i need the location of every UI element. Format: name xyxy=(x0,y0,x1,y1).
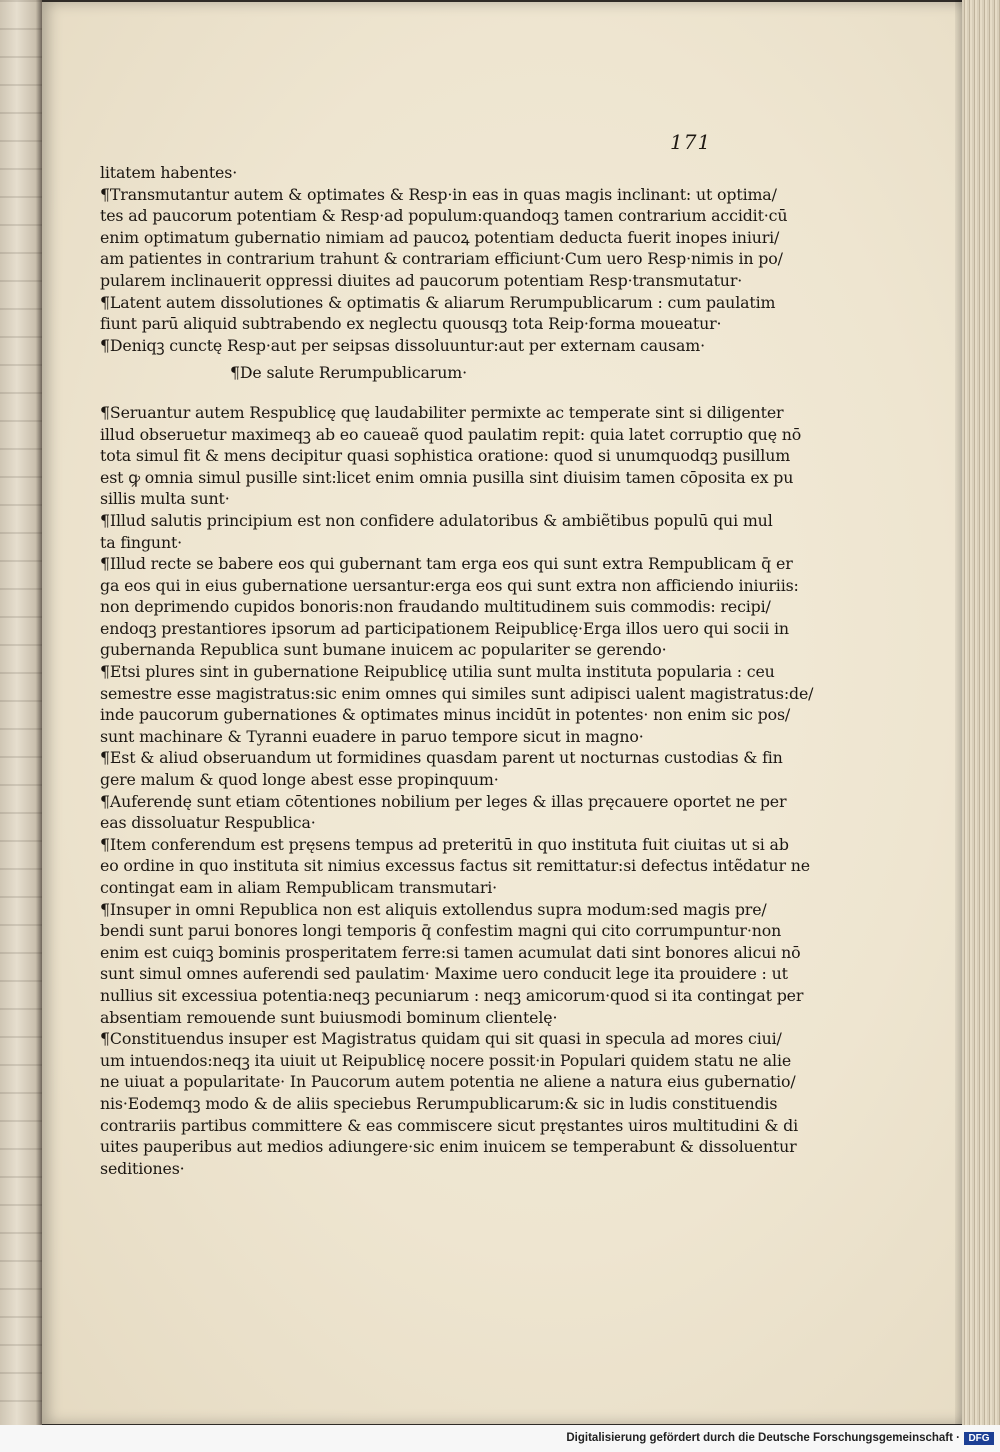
text-line: gubernanda Republica sunt bumane inuicem ac populariter se gerendo· xyxy=(100,640,667,660)
dfg-logo: DFG xyxy=(964,1432,994,1445)
text-line: eo ordine in quo instituta sit nimius excessus factus sit remittatur:si defectus intẽdatur ne xyxy=(100,856,811,876)
text-line: tes ad paucorum potentiam & Resp·ad populum:quandoqꝫ tamen contrarium accidit·cū xyxy=(100,206,788,226)
text-line: seditiones· xyxy=(100,1158,185,1178)
text-line: ga eos qui in eius gubernatione uersantur:erga eos qui sunt extra non afficiendo iniuriis: xyxy=(100,575,799,595)
text-line: inde paucorum gubernationes & optimates minus incidūt in potentes· non enim sic pos/ xyxy=(100,705,791,725)
text-line: fiunt parū aliquid subtrabendo ex neglectu quousqꝫ tota Reip·forma moueatur· xyxy=(100,314,722,334)
text-line: endoqꝫ prestantiores ipsorum ad participationem Reipublicę·Erga illos uero qui socii in xyxy=(100,618,789,638)
text-line: ¶Latent autem dissolutiones & optimatis & aliarum Rerumpublicarum : cum paulatim xyxy=(100,292,776,312)
text-block-2 xyxy=(100,402,814,1179)
page-fore-edge xyxy=(962,0,1000,1425)
text-line: enim est cuiqꝫ bominis prosperitatem ferre:si tamen acumulat dati sint bonores alicui nō xyxy=(100,942,801,962)
page-number: 171 xyxy=(670,130,712,154)
text-line: sillis multa sunt· xyxy=(100,489,230,509)
text-line: eas dissoluatur Respublica· xyxy=(100,813,316,833)
text-line: ¶Seruantur autem Respublicę quę laudabiliter permixte ac temperate sint si diligenter xyxy=(100,402,784,422)
text-line: bendi sunt parui bonores longi temporis q̄ confestim magni qui cito corrumpuntur·non xyxy=(100,921,782,941)
text-line: am patientes in contrarium trahunt & contrariam efficiunt·Cum uero Resp·nimis in po/ xyxy=(100,249,783,269)
text-block-1 xyxy=(100,162,788,356)
text-line: uites pauperibus aut medios adiungere·sic enim inuicem se temperabunt & dissoluentur xyxy=(100,1137,797,1157)
footer-bar xyxy=(0,1425,1000,1452)
left-page-edge xyxy=(0,0,42,1425)
text-line: ¶Constituendus insuper est Magistratus quidam qui sit quasi in specula ad mores ciui/ xyxy=(100,1029,782,1049)
text-line: ¶Illud salutis principium est non confidere adulatoribus & ambiẽtibus populū qui mul xyxy=(100,510,773,530)
text-line: gere malum & quod longe abest esse propinquum· xyxy=(100,770,499,790)
text-line: nullius sit excessiua potentia:neqꝫ pecuniarum : neqꝫ amicorum·quod si ita contingat per xyxy=(100,985,804,1005)
text-line: litatem habentes· xyxy=(100,163,238,182)
text-line: ¶Deniqꝫ cunctę Resp·aut per seipsas dissoluuntur:aut per externam causam· xyxy=(100,335,705,355)
text-line: sunt simul omnes auferendi sed paulatim· Maxime uero conducit lege ita prouidere : ut xyxy=(100,964,788,984)
text-line: non deprimendo cupidos bonoris:non fraudando multitudinem suis commodis: recipi/ xyxy=(100,597,771,617)
text-line: um intuendos:neqꝫ ita uiuit ut Reipublicę nocere possit·in Populari quidem statu ne alie xyxy=(100,1050,792,1070)
text-line: ¶Item conferendum est pręsens tempus ad preteritū in quo instituta fuit ciuitas ut si ab xyxy=(100,834,789,854)
text-line: ¶Transmutantur autem & optimates & Resp·in eas in quas magis inclinant: ut optima/ xyxy=(100,184,777,204)
text-line: ¶Auferendę sunt etiam cōtentiones nobilium per leges & illas pręcauere oportet ne per xyxy=(100,791,787,811)
text-line: ¶Etsi plures sint in gubernatione Reipublicę utilia sunt multa instituta popularia : ceu xyxy=(100,662,775,682)
text-line: ¶Illud recte se babere eos qui gubernant tam erga eos qui sunt extra Rempublicam q̄ er xyxy=(100,554,793,574)
text-line: ¶Insuper in omni Republica non est aliquis extollendus supra modum:sed magis pre/ xyxy=(100,899,767,919)
text-line: absentiam remouende sunt buiusmodi bominum clientelę· xyxy=(100,1007,558,1027)
text-line: contrariis partibus committere & eas commiscere sicut pręstantes uiros multitudini & di xyxy=(100,1115,799,1135)
text-line: tota simul fit & mens decipitur quasi sophistica oratione: quod si unumquodqꝫ pusillum xyxy=(100,446,791,466)
text-line: semestre esse magistratus:sic enim omnes qui similes sunt adipisci ualent magistratus:de/ xyxy=(100,683,814,703)
text-line: ne uiuat a popularitate· In Paucorum autem potentia ne aliene a natura eius gubernatio/ xyxy=(100,1072,796,1092)
text-line: enim optimatum gubernatio nimiam ad paucoꝝ potentiam deducta fuerit inopes iniuri/ xyxy=(100,227,780,247)
text-line: illud obseruetur maximeqꝫ ab eo caueaẽ quod paulatim repit: quia latet corruptio quę nō xyxy=(100,424,802,444)
text-line: ¶Est & aliud obseruandum ut formidines quasdam parent ut nocturnas custodias & fin xyxy=(100,748,783,768)
funding-credit: Digitalisierung gefördert durch die Deutsche Forschungsgemeinschaft · xyxy=(566,1432,960,1444)
text-line: est ꝙ omnia simul pusille sint:licet enim omnia pusilla sint diuisim tamen cōposita ex pu xyxy=(100,467,794,487)
page-text xyxy=(100,162,814,1179)
text-line: ta fingunt· xyxy=(100,532,183,552)
text-line: pularem inclinauerit oppressi diuites ad paucorum potentiam Resp·transmutatur· xyxy=(100,270,743,290)
section-heading: ¶De salute Rerumpublicarum· xyxy=(230,363,467,383)
text-line: contingat eam in aliam Rempublicam transmutari· xyxy=(100,878,498,897)
text-line: sunt machinare & Tyranni euadere in paruo tempore sicut in magno· xyxy=(100,726,644,746)
text-line: nis·Eodemqꝫ modo & de aliis speciebus Rerumpublicarum:& sic in ludis constituendis xyxy=(100,1093,778,1113)
